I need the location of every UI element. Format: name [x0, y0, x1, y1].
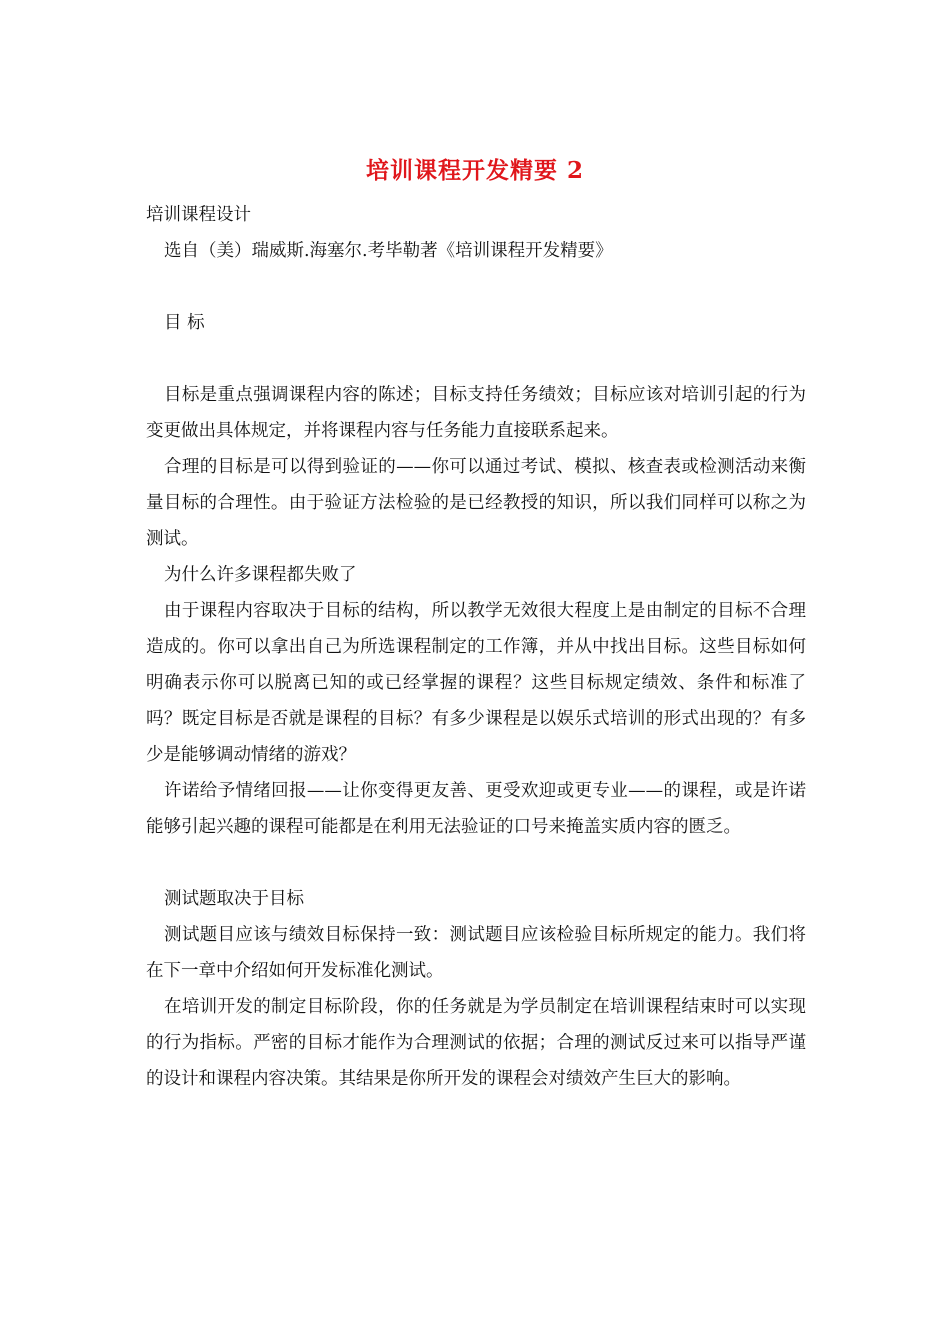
paragraph: 合理的目标是可以得到验证的——你可以通过考试、模拟、核查表或检测活动来衡量目标的合理性。由于验证方法检验的是已经教授的知识，所以我们同样可以称之为测试。: [146, 457, 806, 549]
paragraph: 在培训开发的制定目标阶段，你的任务就是为学员制定在培训课程结束时可以实现的行为指标。严密的目标才能作为合理测试的依据；合理的测试反过来可以指导严谨的设计和课程内容决策。其结果是你所开发的课程会对绩效产生巨大的影响。: [146, 997, 806, 1089]
paragraph: 测试题目应该与绩效目标保持一致：测试题目应该检验目标所规定的能力。我们将在下一章中介绍如何开发标准化测试。: [146, 925, 806, 981]
heading-objectives: 目 标: [164, 313, 205, 333]
paragraph: 由于课程内容取决于目标的结构，所以教学无效很大程度上是由制定的目标不合理造成的。你可以拿出自己为所选课程制定的工作簿，并从中找出目标。这些目标如何明确表示你可以脱离已知的或已经掌握的课程？这些目标规定绩效、条件和标准了吗？既定目标是否就是课程的目标？有多少课程是以娱乐式培训的形式出现的？有多少是能够调动情绪的游戏？: [146, 601, 806, 765]
spacer: [146, 269, 806, 305]
document-body: [146, 197, 806, 1097]
heading-why-courses-fail: 为什么许多课程都失败了: [164, 565, 357, 585]
section-title: 培训课程设计: [146, 205, 251, 225]
spacer: [146, 341, 806, 377]
spacer: [146, 845, 806, 881]
paragraph: 许诺给予情绪回报——让你变得更友善、更受欢迎或更专业——的课程，或是许诺能够引起兴趣的课程可能都是在利用无法验证的口号来掩盖实质内容的匮乏。: [146, 781, 806, 837]
document-title: 培训课程开发精要 2: [365, 157, 584, 184]
heading-tests-depend-on-objectives: 测试题取决于目标: [164, 889, 304, 909]
paragraph: 目标是重点强调课程内容的陈述；目标支持任务绩效；目标应该对培训引起的行为变更做出具体规定，并将课程内容与任务能力直接联系起来。: [146, 385, 806, 441]
source-line: 选自（美）瑞威斯.海塞尔.考毕勒著《培训课程开发精要》: [164, 241, 613, 261]
